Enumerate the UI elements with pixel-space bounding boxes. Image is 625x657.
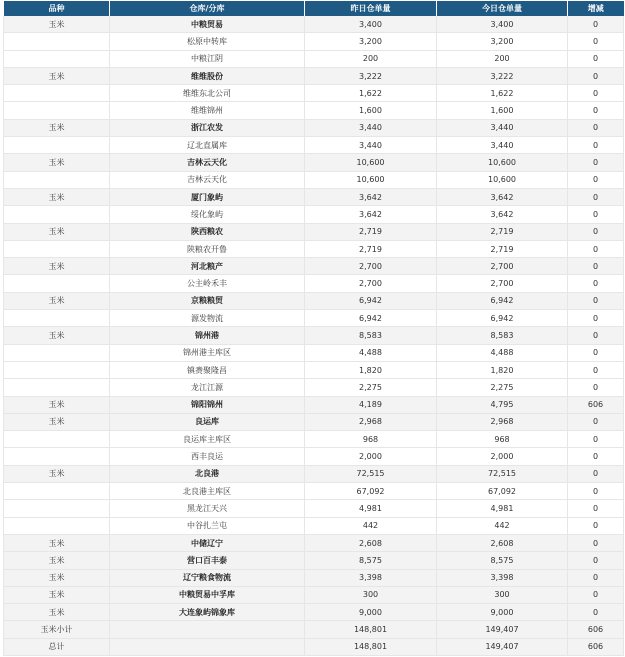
cell-variety — [4, 102, 110, 119]
table-row — [4, 67, 624, 84]
table-row — [4, 586, 624, 603]
cell-yesterday: 300 — [305, 586, 437, 603]
cell-change: 0 — [568, 604, 624, 621]
table-row — [4, 517, 624, 534]
cell-today: 968 — [437, 431, 568, 448]
cell-today: 442 — [437, 517, 568, 534]
cell-variety: 玉米 — [4, 552, 110, 569]
cell-yesterday: 6,942 — [305, 292, 437, 309]
cell-today: 3,642 — [437, 206, 568, 223]
cell-today: 2,968 — [437, 413, 568, 430]
cell-change: 0 — [568, 275, 624, 292]
table-row — [4, 638, 624, 655]
cell-variety: 玉米 — [4, 223, 110, 240]
cell-warehouse: 辽北直属库 — [110, 137, 305, 154]
cell-variety: 玉米 — [4, 413, 110, 430]
cell-change: 606 — [568, 638, 624, 655]
cell-yesterday: 2,719 — [305, 223, 437, 240]
cell-change: 0 — [568, 137, 624, 154]
header-change: 增减 — [568, 1, 624, 16]
table-row — [4, 171, 624, 188]
cell-change: 0 — [568, 206, 624, 223]
cell-variety: 玉米 — [4, 465, 110, 482]
cell-variety — [4, 171, 110, 188]
cell-warehouse: 公主岭禾丰 — [110, 275, 305, 292]
cell-yesterday: 200 — [305, 50, 437, 67]
cell-yesterday: 2,719 — [305, 240, 437, 257]
table-row — [4, 344, 624, 361]
cell-warehouse: 松原中转库 — [110, 33, 305, 50]
cell-today: 4,795 — [437, 396, 568, 413]
table-row — [4, 569, 624, 586]
cell-warehouse: 京粮粮贸 — [110, 292, 305, 309]
cell-change: 0 — [568, 171, 624, 188]
cell-change: 0 — [568, 67, 624, 84]
table-row — [4, 85, 624, 102]
cell-warehouse: 源发物流 — [110, 310, 305, 327]
cell-yesterday: 3,440 — [305, 119, 437, 136]
cell-warehouse: 北良港 — [110, 465, 305, 482]
cell-yesterday: 4,488 — [305, 344, 437, 361]
cell-today: 6,942 — [437, 292, 568, 309]
cell-change: 0 — [568, 16, 624, 33]
cell-today: 10,600 — [437, 154, 568, 171]
header-warehouse: 仓库/分库 — [110, 1, 305, 16]
cell-change: 0 — [568, 85, 624, 102]
table-row — [4, 275, 624, 292]
cell-warehouse: 良运库主库区 — [110, 431, 305, 448]
cell-yesterday: 3,642 — [305, 206, 437, 223]
table-header-row — [4, 1, 624, 16]
cell-today: 1,820 — [437, 361, 568, 378]
cell-yesterday: 8,575 — [305, 552, 437, 569]
cell-change: 0 — [568, 310, 624, 327]
cell-yesterday: 2,275 — [305, 379, 437, 396]
cell-warehouse: 黑龙江天兴 — [110, 500, 305, 517]
table-row — [4, 50, 624, 67]
cell-change: 0 — [568, 483, 624, 500]
cell-change: 0 — [568, 500, 624, 517]
warehouse-receipt-table — [3, 1, 624, 656]
cell-warehouse: 良运库 — [110, 413, 305, 430]
cell-today: 72,515 — [437, 465, 568, 482]
cell-today: 1,622 — [437, 85, 568, 102]
cell-yesterday: 2,000 — [305, 448, 437, 465]
cell-warehouse: 吉林云天化 — [110, 171, 305, 188]
table-row — [4, 327, 624, 344]
cell-yesterday: 6,942 — [305, 310, 437, 327]
cell-variety: 玉米 — [4, 604, 110, 621]
cell-yesterday: 10,600 — [305, 154, 437, 171]
cell-change: 0 — [568, 465, 624, 482]
cell-warehouse: 中粮江阴 — [110, 50, 305, 67]
cell-variety: 玉米小计 — [4, 621, 110, 638]
table-row — [4, 604, 624, 621]
cell-variety — [4, 310, 110, 327]
table-row — [4, 431, 624, 448]
cell-variety — [4, 50, 110, 67]
cell-change: 606 — [568, 621, 624, 638]
table-row — [4, 154, 624, 171]
cell-warehouse: 维维东北公司 — [110, 85, 305, 102]
cell-change: 0 — [568, 33, 624, 50]
cell-today: 67,092 — [437, 483, 568, 500]
cell-change: 0 — [568, 586, 624, 603]
cell-change: 0 — [568, 292, 624, 309]
cell-yesterday: 148,801 — [305, 621, 437, 638]
cell-variety: 玉米 — [4, 188, 110, 205]
cell-yesterday: 148,801 — [305, 638, 437, 655]
cell-yesterday: 3,642 — [305, 188, 437, 205]
cell-warehouse: 锦州港主库区 — [110, 344, 305, 361]
cell-warehouse: 陕西粮农 — [110, 223, 305, 240]
table-row — [4, 534, 624, 551]
cell-variety: 玉米 — [4, 327, 110, 344]
cell-warehouse — [110, 621, 305, 638]
cell-change: 0 — [568, 102, 624, 119]
cell-yesterday: 3,440 — [305, 137, 437, 154]
cell-variety — [4, 33, 110, 50]
cell-variety: 玉米 — [4, 67, 110, 84]
header-yesterday: 昨日仓单量 — [305, 1, 437, 16]
header-today: 今日仓单量 — [437, 1, 568, 16]
cell-today: 3,200 — [437, 33, 568, 50]
cell-yesterday: 2,700 — [305, 258, 437, 275]
cell-warehouse: 维维锦州 — [110, 102, 305, 119]
cell-variety — [4, 517, 110, 534]
cell-change: 0 — [568, 448, 624, 465]
cell-warehouse: 中粮贸易中孚库 — [110, 586, 305, 603]
cell-warehouse: 北良港主库区 — [110, 483, 305, 500]
cell-change: 0 — [568, 240, 624, 257]
cell-yesterday: 442 — [305, 517, 437, 534]
cell-yesterday: 2,608 — [305, 534, 437, 551]
table-row — [4, 621, 624, 638]
table-row — [4, 448, 624, 465]
cell-today: 149,407 — [437, 621, 568, 638]
table-row — [4, 223, 624, 240]
cell-yesterday: 1,622 — [305, 85, 437, 102]
table-row — [4, 310, 624, 327]
cell-today: 4,488 — [437, 344, 568, 361]
cell-yesterday: 1,600 — [305, 102, 437, 119]
cell-today: 2,000 — [437, 448, 568, 465]
cell-today: 8,575 — [437, 552, 568, 569]
table-row — [4, 137, 624, 154]
table-row — [4, 379, 624, 396]
table-row — [4, 552, 624, 569]
cell-yesterday: 72,515 — [305, 465, 437, 482]
table-row — [4, 240, 624, 257]
cell-yesterday: 3,400 — [305, 16, 437, 33]
cell-change: 0 — [568, 552, 624, 569]
cell-change: 0 — [568, 50, 624, 67]
table-row — [4, 102, 624, 119]
cell-warehouse: 中粮贸易 — [110, 16, 305, 33]
table-row — [4, 396, 624, 413]
cell-warehouse: 维维股份 — [110, 67, 305, 84]
cell-warehouse: 厦门象屿 — [110, 188, 305, 205]
table-row — [4, 500, 624, 517]
cell-variety: 玉米 — [4, 569, 110, 586]
cell-variety — [4, 500, 110, 517]
cell-today: 2,700 — [437, 258, 568, 275]
cell-variety — [4, 448, 110, 465]
cell-change: 0 — [568, 431, 624, 448]
cell-warehouse: 中谷扎兰屯 — [110, 517, 305, 534]
cell-warehouse: 绥化象屿 — [110, 206, 305, 223]
cell-yesterday: 3,222 — [305, 67, 437, 84]
table-row — [4, 292, 624, 309]
cell-change: 0 — [568, 154, 624, 171]
cell-today: 3,440 — [437, 119, 568, 136]
cell-today: 1,600 — [437, 102, 568, 119]
cell-warehouse: 龙江江源 — [110, 379, 305, 396]
cell-today: 8,583 — [437, 327, 568, 344]
cell-variety: 玉米 — [4, 292, 110, 309]
cell-change: 0 — [568, 569, 624, 586]
cell-change: 606 — [568, 396, 624, 413]
cell-change: 0 — [568, 517, 624, 534]
cell-today: 9,000 — [437, 604, 568, 621]
cell-warehouse: 营口百丰泰 — [110, 552, 305, 569]
table-body — [4, 16, 624, 655]
cell-yesterday: 9,000 — [305, 604, 437, 621]
cell-variety — [4, 206, 110, 223]
cell-variety: 玉米 — [4, 16, 110, 33]
cell-variety — [4, 85, 110, 102]
cell-variety: 玉米 — [4, 586, 110, 603]
cell-change: 0 — [568, 361, 624, 378]
cell-today: 2,275 — [437, 379, 568, 396]
cell-today: 3,440 — [437, 137, 568, 154]
cell-warehouse: 中储辽宁 — [110, 534, 305, 551]
cell-change: 0 — [568, 119, 624, 136]
cell-today: 3,400 — [437, 16, 568, 33]
cell-today: 2,719 — [437, 223, 568, 240]
cell-warehouse: 锦阳锦州 — [110, 396, 305, 413]
cell-variety — [4, 379, 110, 396]
cell-yesterday: 2,968 — [305, 413, 437, 430]
cell-yesterday: 3,200 — [305, 33, 437, 50]
cell-variety: 玉米 — [4, 534, 110, 551]
cell-today: 10,600 — [437, 171, 568, 188]
cell-change: 0 — [568, 379, 624, 396]
table-row — [4, 188, 624, 205]
table-row — [4, 258, 624, 275]
cell-variety — [4, 275, 110, 292]
table-row — [4, 206, 624, 223]
cell-warehouse: 吉林云天化 — [110, 154, 305, 171]
cell-yesterday: 1,820 — [305, 361, 437, 378]
cell-yesterday: 968 — [305, 431, 437, 448]
cell-change: 0 — [568, 258, 624, 275]
cell-variety — [4, 361, 110, 378]
cell-change: 0 — [568, 413, 624, 430]
cell-yesterday: 10,600 — [305, 171, 437, 188]
table-row — [4, 465, 624, 482]
cell-warehouse: 镇赉聚隆昌 — [110, 361, 305, 378]
cell-variety — [4, 431, 110, 448]
cell-warehouse: 河北粮产 — [110, 258, 305, 275]
cell-today: 149,407 — [437, 638, 568, 655]
cell-yesterday: 8,583 — [305, 327, 437, 344]
table-row — [4, 483, 624, 500]
cell-today: 2,608 — [437, 534, 568, 551]
cell-today: 3,398 — [437, 569, 568, 586]
cell-today: 4,981 — [437, 500, 568, 517]
cell-yesterday: 2,700 — [305, 275, 437, 292]
cell-warehouse: 大连象屿锦象库 — [110, 604, 305, 621]
cell-variety: 玉米 — [4, 258, 110, 275]
cell-yesterday: 67,092 — [305, 483, 437, 500]
cell-yesterday: 4,189 — [305, 396, 437, 413]
cell-warehouse: 辽宁粮食物流 — [110, 569, 305, 586]
cell-variety — [4, 483, 110, 500]
cell-change: 0 — [568, 223, 624, 240]
table-row — [4, 361, 624, 378]
cell-today: 200 — [437, 50, 568, 67]
cell-today: 300 — [437, 586, 568, 603]
table-row — [4, 33, 624, 50]
cell-yesterday: 3,398 — [305, 569, 437, 586]
cell-variety: 总计 — [4, 638, 110, 655]
table-row — [4, 413, 624, 430]
cell-today: 2,719 — [437, 240, 568, 257]
table-row — [4, 16, 624, 33]
cell-warehouse: 陕粮农开鲁 — [110, 240, 305, 257]
cell-change: 0 — [568, 327, 624, 344]
cell-warehouse: 锦州港 — [110, 327, 305, 344]
cell-today: 3,222 — [437, 67, 568, 84]
cell-today: 3,642 — [437, 188, 568, 205]
header-variety: 品种 — [4, 1, 110, 16]
cell-variety: 玉米 — [4, 119, 110, 136]
cell-warehouse — [110, 638, 305, 655]
cell-today: 6,942 — [437, 310, 568, 327]
cell-warehouse: 西丰良运 — [110, 448, 305, 465]
cell-variety — [4, 137, 110, 154]
cell-warehouse: 浙江农发 — [110, 119, 305, 136]
cell-variety: 玉米 — [4, 154, 110, 171]
cell-change: 0 — [568, 534, 624, 551]
cell-yesterday: 4,981 — [305, 500, 437, 517]
cell-change: 0 — [568, 344, 624, 361]
cell-variety — [4, 344, 110, 361]
cell-change: 0 — [568, 188, 624, 205]
cell-variety: 玉米 — [4, 396, 110, 413]
table-row — [4, 119, 624, 136]
cell-variety — [4, 240, 110, 257]
cell-today: 2,700 — [437, 275, 568, 292]
